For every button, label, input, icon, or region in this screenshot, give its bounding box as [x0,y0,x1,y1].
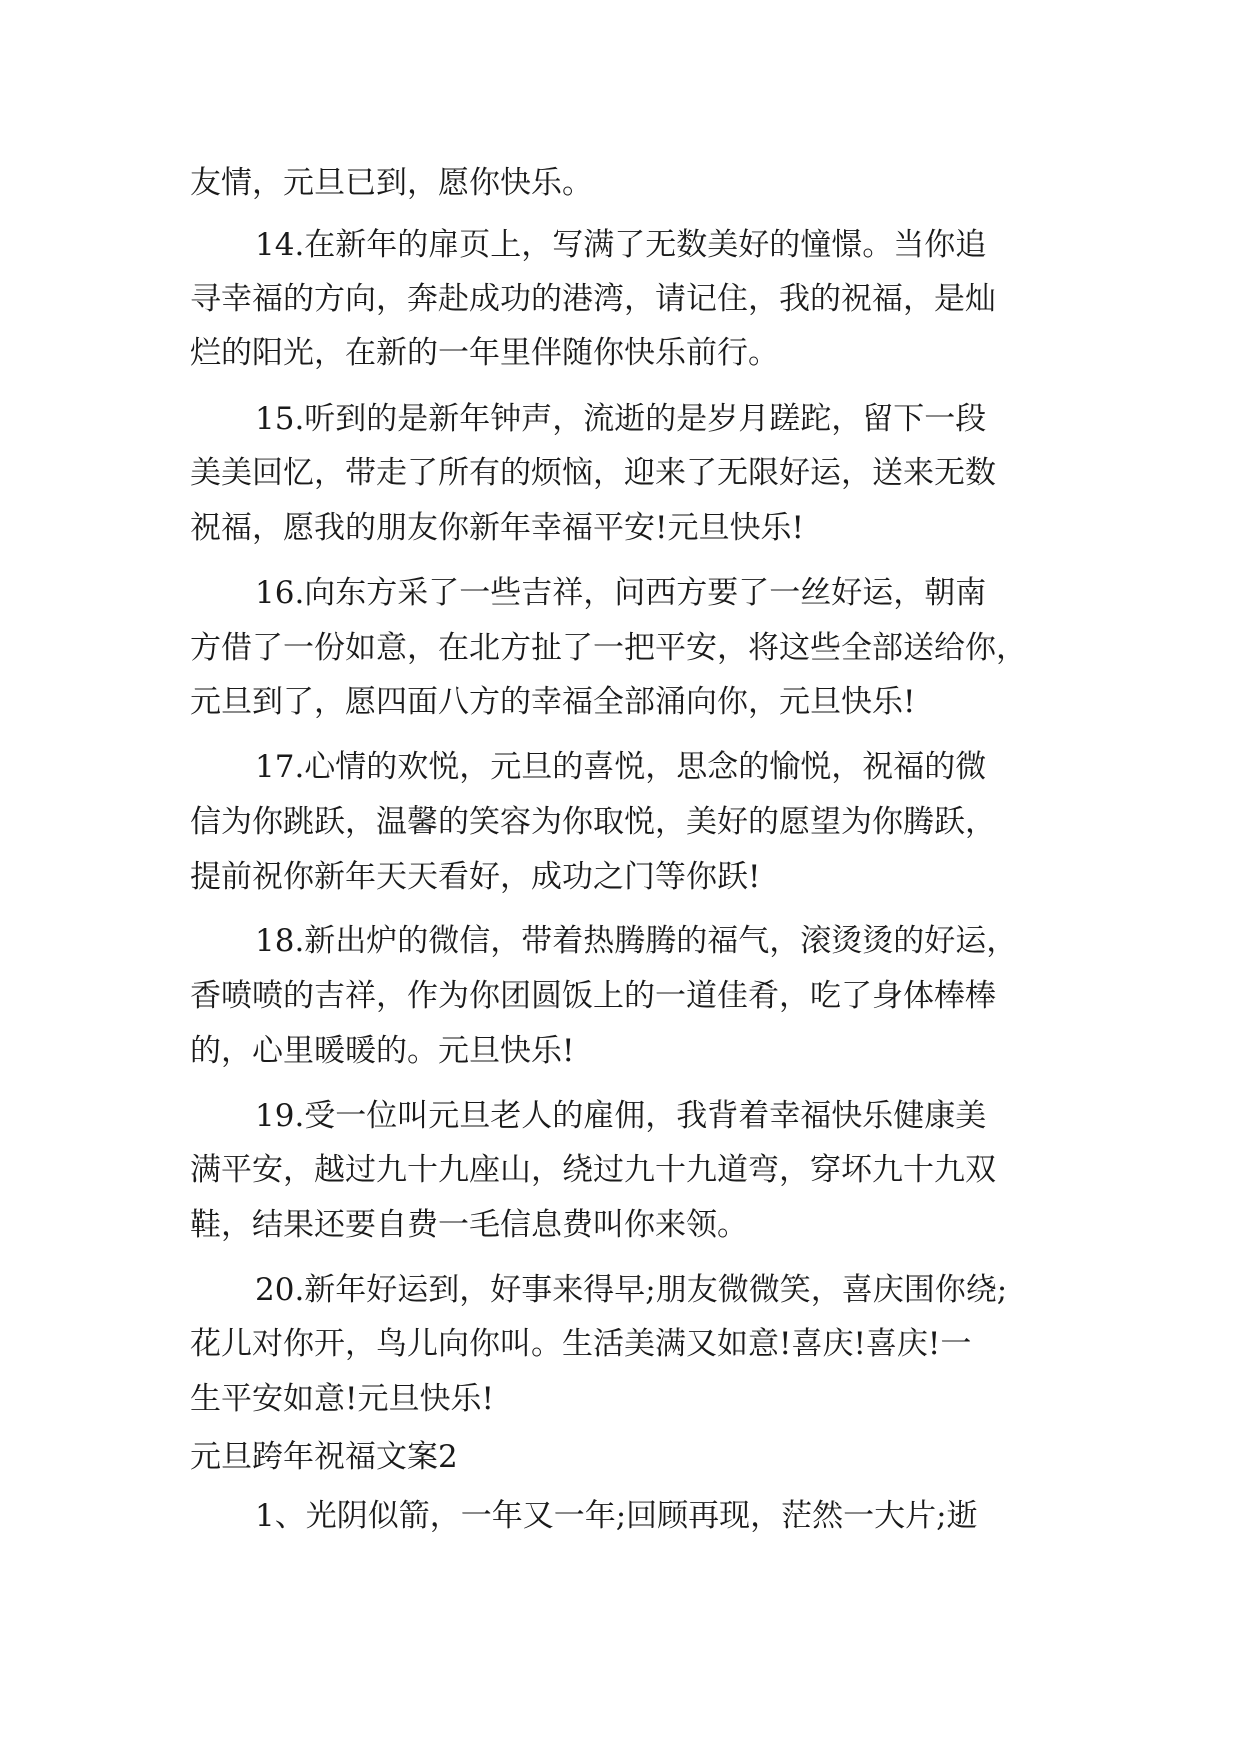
paragraph-16-line-2: 方借了一份如意，在北方扯了一把平安，将这些全部送给你， [190,630,1027,666]
paragraph-continuation-line: 友情，元旦已到，愿你快乐。 [190,165,593,201]
paragraph-20-line-1: 20.新年好运到，好事来得早;朋友微微笑，喜庆围你绕; [255,1272,1008,1308]
paragraph-19-line-1: 19.受一位叫元旦老人的雇佣，我背着幸福快乐健康美 [255,1098,987,1134]
paragraph-15-line-2: 美美回忆，带走了所有的烦恼，迎来了无限好运，送来无数 [190,455,996,491]
paragraph-19-line-3: 鞋，结果还要自费一毛信息费叫你来领。 [190,1207,748,1243]
paragraph-20-line-2: 花儿对你开，鸟儿向你叫。生活美满又如意!喜庆!喜庆!一 [190,1326,972,1362]
paragraph-16-line-3: 元旦到了，愿四面八方的幸福全部涌向你，元旦快乐! [190,684,916,720]
paragraph-18-line-3: 的，心里暖暖的。元旦快乐! [190,1033,575,1069]
paragraph-14-line-3: 烂的阳光，在新的一年里伴随你快乐前行。 [190,335,779,371]
paragraph-18-line-1: 18.新出炉的微信，带着热腾腾的福气，滚烫烫的好运， [255,923,1018,959]
paragraph-17-line-3: 提前祝你新年天天看好，成功之门等你跃! [190,859,761,895]
section-2-paragraph-1-line-1: 1、光阴似箭，一年又一年;回顾再现，茫然一大片;逝 [255,1498,978,1534]
paragraph-14-line-1: 14.在新年的扉页上，写满了无数美好的憧憬。当你追 [255,227,987,263]
paragraph-18-line-2: 香喷喷的吉祥，作为你团圆饭上的一道佳肴，吃了身体棒棒 [190,978,996,1014]
paragraph-19-line-2: 满平安，越过九十九座山，绕过九十九道弯，穿坏九十九双 [190,1152,996,1188]
paragraph-17-line-2: 信为你跳跃，温馨的笑容为你取悦，美好的愿望为你腾跃， [190,804,996,840]
paragraph-20-line-3: 生平安如意!元旦快乐! [190,1381,494,1417]
section-heading: 元旦跨年祝福文案2 [190,1439,458,1475]
paragraph-14-line-2: 寻幸福的方向，奔赴成功的港湾，请记住，我的祝福，是灿 [190,281,996,317]
paragraph-16-line-1: 16.向东方采了一些吉祥，问西方要了一丝好运，朝南 [255,575,987,611]
paragraph-17-line-1: 17.心情的欢悦，元旦的喜悦，思念的愉悦，祝福的微 [255,749,987,785]
paragraph-15-line-1: 15.听到的是新年钟声，流逝的是岁月蹉跎，留下一段 [255,401,987,437]
paragraph-15-line-3: 祝福，愿我的朋友你新年幸福平安!元旦快乐! [190,510,804,546]
